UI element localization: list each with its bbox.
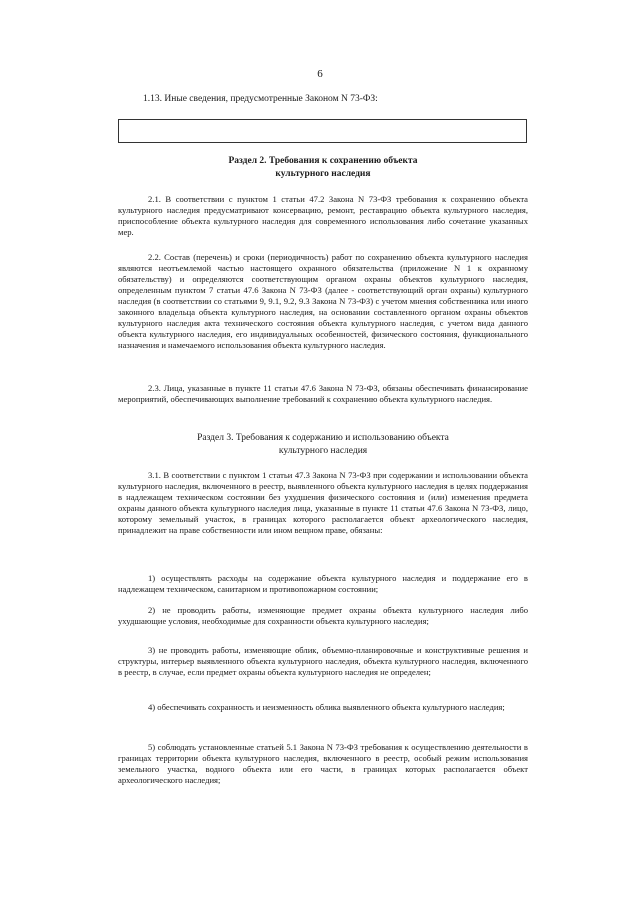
section-2-title-line2: культурного наследия xyxy=(275,169,371,179)
paragraph-2-3: 2.3. Лица, указанные в пункте 11 статьи 47.6 Закона N 73-ФЗ, обязаны обеспечивать финансирование мероприятий, обеспечивающих выполнение требований к сохранению объекта культурного наследия. xyxy=(118,383,528,404)
obligation-item-1: 1) осуществлять расходы на содержание объекта культурного наследия и поддержание его в надлежащем техническом, санитарном и противопожарном состоянии; xyxy=(118,573,528,594)
section-3-title-line1: Раздел 3. Требования к содержанию и использованию объекта xyxy=(197,433,449,443)
paragraph-2-2: 2.2. Состав (перечень) и сроки (периодичность) работ по сохранению объекта культурного наследия являются неотъемлемой частью настоящего охранного обязательства (приложение N 1 к охранному обязательству) и определяются соответствующим органом охраны объектов культурного наследия, определенным пунктом 7 статьи 47.6 Закона N 73-ФЗ (далее - соответствующий орган охраны) культурного наследия (в соответствии со статьями 9, 9.1, 9.2, 9.3 Закона N 73-ФЗ) с учетом мнения собственника или иного законного владельца объекта культурного наследия, на основании составленного органом охраны объектов культурного наследия акта технического состояния объекта культурного наследия, с учетом вида данного объекта культурного наследия, его индивидуальных особенностей, физического состояния, функционального назначения и намечаемого использования объекта культурного наследия. xyxy=(118,252,528,350)
obligation-item-2: 2) не проводить работы, изменяющие предмет охраны объекта культурного наследия либо ухудшающие условия, необходимые для сохранности объекта культурного наследия; xyxy=(118,605,528,626)
item-1-13-label: 1.13. Иные сведения, предусмотренные Законом N 73-ФЗ: xyxy=(143,94,378,104)
paragraph-2-1: 2.1. В соответствии с пунктом 1 статьи 47.2 Закона N 73-ФЗ требования к сохранению объекта культурного наследия предусматривают консервацию, ремонт, реставрацию объекта культурного наследия, приспособление объекта культурного наследия для современного использования либо сочетание указанных мер. xyxy=(118,194,528,237)
section-3-title-line2: культурного наследия xyxy=(278,446,368,456)
paragraph-3-1: 3.1. В соответствии с пунктом 1 статьи 47.3 Закона N 73-ФЗ при содержании и использовании объекта культурного наследия, включенного в реестр, выявленного объекта культурного наследия в целях поддержания в надлежащем техническом состоянии без ухудшения физического состояния и (или) изменения предмета охраны данного объекта культурного наследия лица, указанные в пункте 11 статьи 47.6 Закона N 73-ФЗ, лицо, которому земельный участок, в границах которого располагается объект археологического наследия, принадлежит на праве собственности или ином вещном праве, обязаны: xyxy=(118,470,528,535)
item-1-13-value-box xyxy=(118,119,527,143)
section-2-title-line1: Раздел 2. Требования к сохранению объекта xyxy=(228,156,418,166)
obligation-item-5: 5) соблюдать установленные статьей 5.1 Закона N 73-ФЗ требования к осуществлению деятельности в границах территории объекта культурного наследия, включенного в реестр, особый режим использования земельного участка, водного объекта или его части, в границах которых располагается объект археологического наследия; xyxy=(118,742,528,785)
obligation-item-3: 3) не проводить работы, изменяющие облик, объемно-планировочные и конструктивные решения и структуры, интерьер выявленного объекта культурного наследия, объекта культурного наследия, включенного в реестр, в случае, если предмет охраны объекта культурного наследия не определен; xyxy=(118,645,528,677)
obligation-item-4: 4) обеспечивать сохранность и неизменность облика выявленного объекта культурного наследия; xyxy=(148,702,505,712)
section-3-heading xyxy=(118,432,528,458)
page-number: 6 xyxy=(317,68,323,80)
section-2-heading xyxy=(118,155,528,181)
